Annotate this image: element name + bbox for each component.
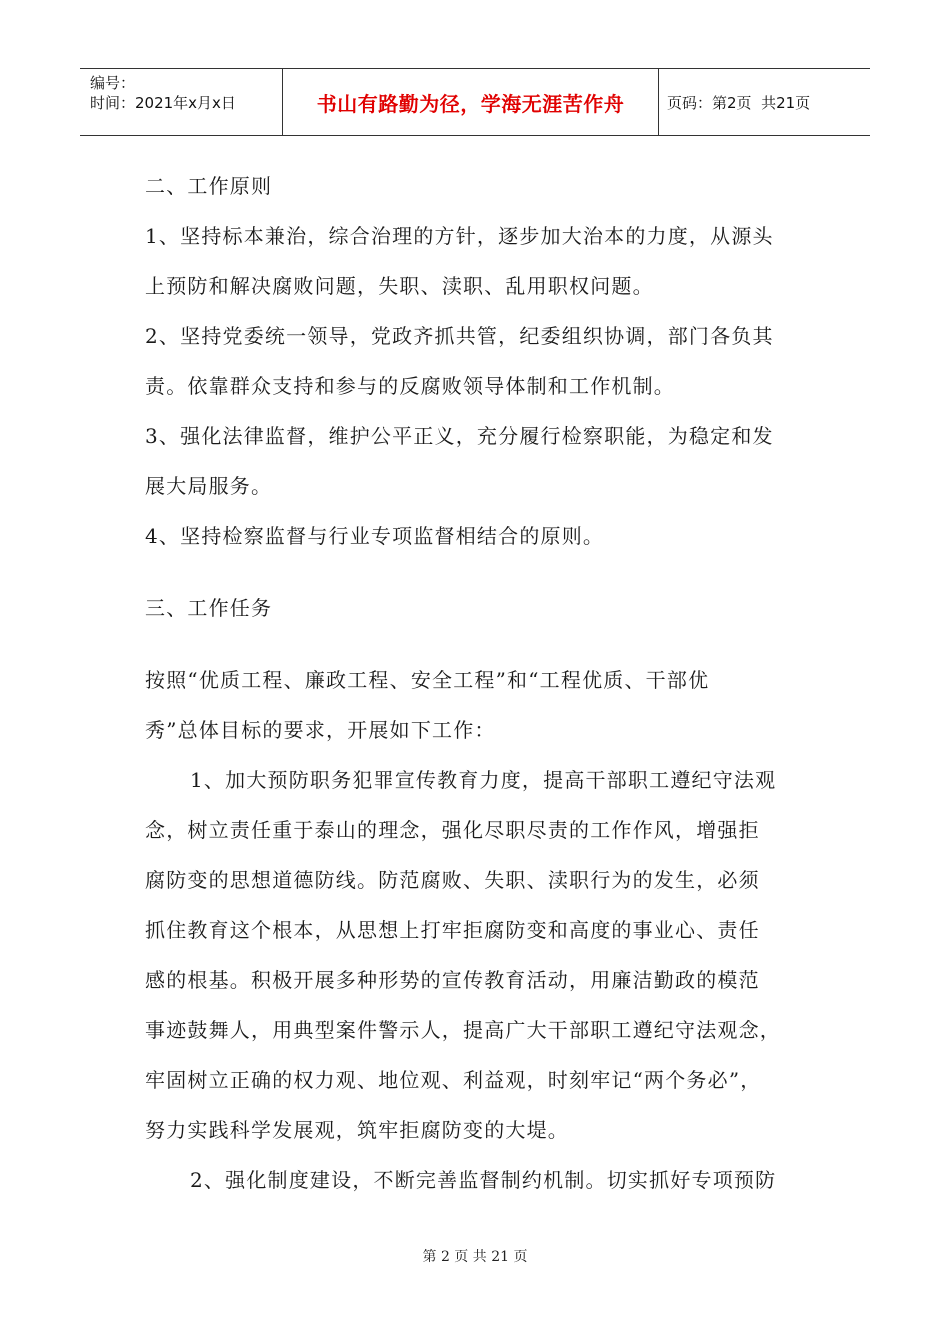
paragraph-line: 展大局服务。 <box>145 474 273 498</box>
document-header <box>80 68 870 136</box>
number-label: 编号： <box>90 74 136 92</box>
header-motto: 书山有路勤为径，学海无涯苦作舟 <box>283 69 659 135</box>
header-page-cell <box>659 69 870 135</box>
paragraph-line: 念，树立责任重于泰山的理念，强化尽职尽责的工作作风，增强拒 <box>145 818 760 842</box>
paragraph-line: 上预防和解决腐败问题，失职、渎职、乱用职权问题。 <box>145 274 654 298</box>
section-heading-tasks: 三、工作任务 <box>145 596 273 620</box>
paragraph-line: 4、坚持检察监督与行业专项监督相结合的原则。 <box>145 524 605 548</box>
paragraph-line: 3、强化法律监督，维护公平正义，充分履行检察职能，为稳定和发 <box>145 424 774 448</box>
paragraph-line: 抓住教育这个根本，从思想上打牢拒腐防变和高度的事业心、责任 <box>145 918 760 942</box>
time-label: 时间：2021年x月x日 <box>90 94 236 112</box>
paragraph-line: 秀”总体目标的要求，开展如下工作： <box>145 718 496 742</box>
paragraph-line: 责。依靠群众支持和参与的反腐败领导体制和工作机制。 <box>145 374 675 398</box>
paragraph-line: 感的根基。积极开展多种形势的宣传教育活动，用廉洁勤政的模范 <box>145 968 760 992</box>
paragraph-line: 腐防变的思想道德防线。防范腐败、失职、渎职行为的发生，必须 <box>145 868 760 892</box>
paragraph-line: 事迹鼓舞人，用典型案件警示人，提高广大干部职工遵纪守法观念， <box>145 1018 781 1042</box>
paragraph-line: 2、坚持党委统一领导，党政齐抓共管，纪委组织协调，部门各负其 <box>145 324 774 348</box>
page-footer: 第 2 页 共 21 页 <box>422 1249 528 1265</box>
header-meta-cell <box>80 69 283 135</box>
section-heading-principles: 二、工作原则 <box>145 174 273 198</box>
paragraph-line: 按照“优质工程、廉政工程、安全工程”和“工程优质、干部优 <box>145 668 710 692</box>
paragraph-line: 1、加大预防职务犯罪宣传教育力度，提高干部职工遵纪守法观 <box>190 768 777 792</box>
paragraph-line: 1、坚持标本兼治，综合治理的方针，逐步加大治本的力度，从源头 <box>145 224 774 248</box>
paragraph-line: 牢固树立正确的权力观、地位观、利益观，时刻牢记“两个务必”， <box>145 1068 762 1092</box>
paragraph-line: 努力实践科学发展观，筑牢拒腐防变的大堤。 <box>145 1118 569 1142</box>
page-label: 页码：第2页 共21页 <box>667 93 811 112</box>
paragraph-line: 2、强化制度建设，不断完善监督制约机制。切实抓好专项预防 <box>190 1168 777 1192</box>
